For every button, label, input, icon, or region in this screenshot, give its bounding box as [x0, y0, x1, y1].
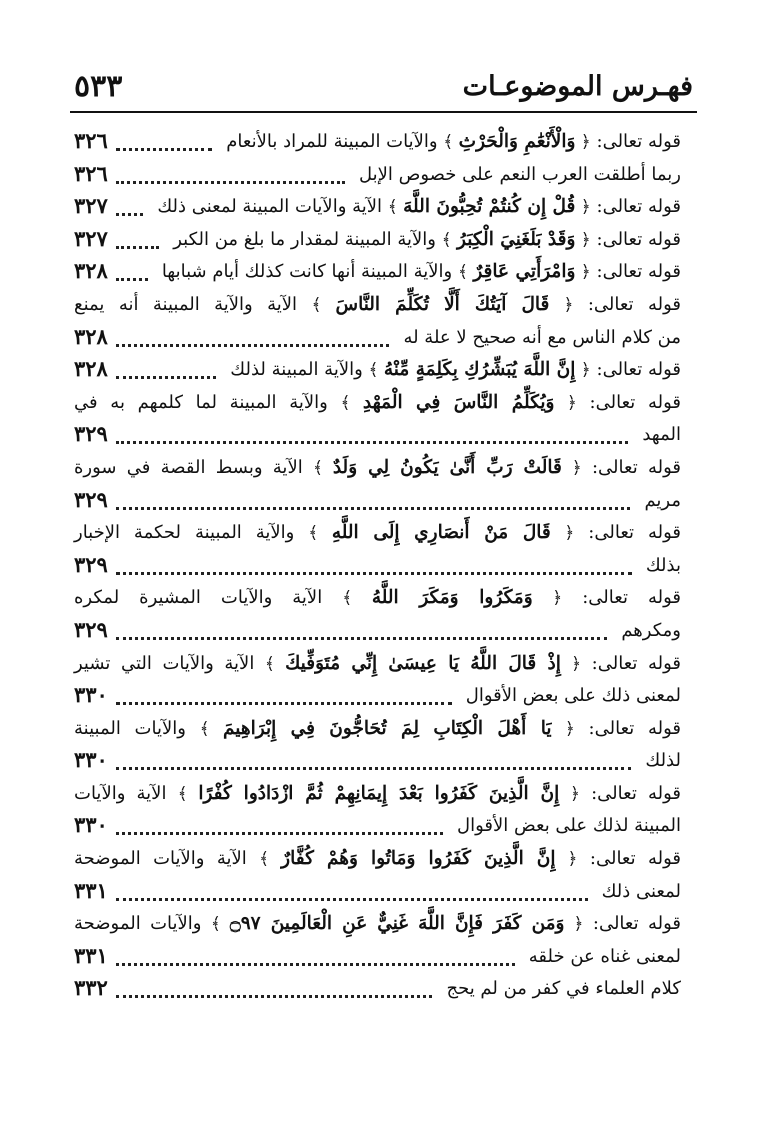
index-entries	[74, 126, 681, 1006]
entry-page-number: ٣٢٨	[74, 258, 108, 284]
index-row	[74, 224, 681, 257]
index-row	[74, 680, 681, 713]
entry-lead: قوله تعالى:	[590, 131, 681, 152]
dot-leader	[116, 336, 389, 347]
dot-leader	[116, 759, 631, 770]
index-row	[74, 485, 681, 518]
entry-lead: قوله تعالى:	[576, 391, 682, 413]
entry-description: والآية المبينة أنها كانت كذلك أيام شبابها	[161, 261, 458, 283]
index-row	[74, 810, 681, 843]
dot-leader	[116, 694, 452, 705]
index-row	[74, 322, 681, 355]
index-row	[74, 452, 681, 485]
quran-bracket-open: ﴿	[560, 653, 582, 674]
index-row	[74, 843, 681, 876]
entry-lead: قوله تعالى:	[590, 196, 681, 218]
index-row	[74, 648, 681, 681]
entry-page-number: ٣٢٦	[74, 160, 108, 186]
quran-bracket-open: ﴿	[550, 523, 575, 544]
entry-lead: قوله تعالى:	[583, 913, 682, 935]
dot-leader	[116, 955, 515, 966]
quran-verse: قَالَتْ رَبِّ أَنَّىٰ يَكُونُ لِي وَلَدٌ	[332, 456, 562, 478]
entry-description: الآية والآيات التي تشير	[74, 652, 265, 674]
quran-bracket-open: ﴿	[532, 588, 563, 609]
index-row	[74, 159, 681, 192]
quran-bracket-open: ﴿	[575, 132, 591, 152]
entry-description: الآية والآيات المبينة لمعنى ذلك	[157, 196, 388, 218]
quran-verse: وَالْأَنْعَٰمِ وَالْحَرْثِ	[458, 131, 576, 152]
dot-leader	[116, 433, 628, 444]
index-row	[74, 941, 681, 974]
entry-description: والآية المبينة لمقدار ما بلغ من الكبر	[173, 228, 442, 250]
index-row	[74, 126, 681, 159]
entry-page-number: ٣٣٠	[74, 682, 108, 708]
entry-description: والآيات الموضحة	[74, 913, 211, 935]
dot-leader	[116, 499, 630, 510]
entry-page-number: ٣٢٧	[74, 193, 108, 219]
entry-page-number: ٣٢٩	[74, 616, 108, 642]
entry-text	[147, 194, 681, 220]
entry-page-number: ٣٢٨	[74, 323, 108, 349]
entry-description: والآية المبينة لما كلمهم به في	[74, 391, 341, 413]
entry-text: لمعنى ذلك	[601, 880, 681, 902]
quran-bracket-close: ﴾	[210, 914, 230, 935]
entry-lead: قوله تعالى:	[574, 717, 681, 739]
entry-text	[74, 781, 681, 807]
quran-bracket-close: ﴾	[340, 392, 363, 413]
index-row	[74, 550, 681, 583]
entry-lead: قوله تعالى:	[590, 261, 681, 283]
entry-text	[74, 520, 681, 546]
entry-page-number: ٣٢٨	[74, 356, 108, 382]
index-row	[74, 419, 681, 452]
entry-text: لمعنى ذلك على بعض الأقوال	[465, 685, 681, 707]
entry-page-number: ٣٣٠	[74, 812, 108, 838]
quran-bracket-open: ﴿	[554, 392, 577, 413]
entry-text	[74, 390, 681, 416]
quran-bracket-open: ﴿	[559, 783, 580, 804]
entry-text: مريم	[644, 489, 681, 511]
entry-description: والآية المبينة لذلك	[230, 359, 369, 381]
entry-description: والآيات المبينة للمراد بالأنعام	[226, 131, 444, 152]
quran-verse: إِنَّ الَّذِينَ كَفَرُوا بَعْدَ إِيمَانِهِمْ ثُمَّ ازْدَادُوا كُفْرًا	[198, 782, 560, 804]
entry-text: من كلام الناس مع أنه صحيح لا علة له	[403, 326, 681, 348]
quran-verse: وَمَكَرُوا وَمَكَرَ اللَّهُ	[371, 587, 533, 609]
index-row	[74, 876, 681, 909]
quran-bracket-close: ﴾	[308, 523, 332, 544]
quran-bracket-open: ﴿	[561, 457, 582, 478]
quran-bracket-open: ﴿	[575, 360, 591, 381]
quran-bracket-close: ﴾	[177, 783, 199, 804]
index-row	[74, 354, 681, 387]
entry-text	[74, 585, 681, 611]
entry-page-number: ٣٢٩	[74, 486, 108, 512]
quran-verse: قُلْ إِن كُنتُمْ تُحِبُّونَ اللَّهَ	[403, 196, 576, 218]
dot-leader	[116, 140, 212, 151]
entry-lead: قوله تعالى:	[590, 228, 681, 250]
entry-description: الآية والآيات الموضحة	[74, 848, 260, 870]
entry-page-number: ٣٣١	[74, 877, 108, 903]
dot-leader	[116, 205, 143, 216]
quran-bracket-close: ﴾	[387, 197, 404, 218]
entry-text: ومكرهم	[621, 619, 681, 641]
quran-bracket-open: ﴿	[564, 914, 584, 935]
quran-bracket-open: ﴿	[549, 294, 574, 315]
quran-bracket-close: ﴾	[368, 360, 384, 381]
entry-text: لذلك	[645, 750, 681, 772]
quran-bracket-close: ﴾	[441, 229, 458, 250]
dot-leader	[116, 238, 159, 249]
index-row	[74, 745, 681, 778]
entry-description: الآية والآية المبينة أنه يمنع	[74, 293, 312, 315]
dot-leader	[116, 173, 345, 184]
entry-text: لمعنى غناه عن خلقه	[528, 945, 681, 967]
page-title: فهـرس الموضوعـات	[462, 71, 693, 102]
quran-bracket-close: ﴾	[312, 457, 333, 478]
entry-description: الآية والآيات المشيرة لمكره	[74, 587, 343, 609]
quran-bracket-close: ﴾	[264, 653, 286, 674]
index-row	[74, 713, 681, 746]
quran-verse: قَالَ آيَتُكَ أَلَّا تُكَلِّمَ النَّاسَ	[335, 293, 550, 315]
entry-text: المبينة لذلك على بعض الأقوال	[456, 815, 681, 837]
index-row	[74, 289, 681, 322]
entry-text	[152, 259, 681, 285]
index-row	[74, 517, 681, 550]
quran-bracket-close: ﴾	[457, 262, 474, 283]
entry-text	[74, 846, 681, 872]
dot-leader	[116, 629, 607, 640]
entry-text	[74, 455, 681, 481]
dot-leader	[116, 824, 443, 835]
entry-page-number: ٣٣١	[74, 942, 108, 968]
index-row	[74, 582, 681, 615]
quran-bracket-open: ﴿	[551, 718, 575, 739]
entry-lead: قوله تعالى:	[562, 587, 681, 609]
page-number: ٥٣٣	[74, 69, 123, 104]
quran-bracket-open: ﴿	[575, 197, 591, 218]
entry-lead: قوله تعالى:	[590, 359, 681, 381]
quran-verse: وَامْرَأَتِي عَاقِرٌ	[473, 261, 576, 283]
quran-verse: يَا أَهْلَ الْكِتَابِ لِمَ تُحَاجُّونَ فِي إِبْرَاهِيمَ	[222, 717, 552, 739]
entry-page-number: ٣٢٦	[74, 128, 108, 153]
entry-text	[74, 911, 681, 937]
quran-bracket-open: ﴿	[575, 229, 591, 250]
index-row	[74, 908, 681, 941]
index-row	[74, 778, 681, 811]
quran-verse: إِنَّ اللَّهَ يُبَشِّرُكِ بِكَلِمَةٍ مِّنْهُ	[383, 359, 576, 381]
entry-text	[74, 292, 681, 318]
entry-description: الآية وبسط القصة في سورة	[74, 456, 313, 478]
entry-text	[163, 227, 681, 253]
dot-leader	[116, 890, 588, 901]
quran-bracket-open: ﴿	[575, 262, 591, 283]
entry-page-number: ٣٣٠	[74, 747, 108, 773]
entry-lead: قوله تعالى:	[581, 456, 681, 478]
dot-leader	[116, 564, 632, 575]
entry-page-number: ٣٢٩	[74, 551, 108, 577]
dot-leader	[116, 270, 148, 281]
quran-verse: وَقَدْ بَلَغَنِيَ الْكِبَرُ	[457, 228, 576, 250]
page-header	[70, 68, 697, 108]
quran-verse: وَمَن كَفَرَ فَإِنَّ اللَّهَ غَنِيٌّ عَنِ الْعَالَمِينَ ۝٩٧	[229, 913, 565, 935]
entry-description: والآية المبينة لحكمة الإخبار	[74, 522, 309, 544]
index-row	[74, 256, 681, 289]
entry-lead: قوله تعالى:	[573, 293, 681, 315]
quran-verse: إِذْ قَالَ اللَّهُ يَا عِيسَىٰ إِنِّي مُتَوَفِّيكَ	[285, 652, 561, 674]
quran-verse: إِنَّ الَّذِينَ كَفَرُوا وَمَاتُوا وَهُمْ كُفَّارٌ	[281, 848, 556, 870]
entry-text: ربما أطلقت العرب النعم على خصوص الإبل	[358, 163, 681, 185]
quran-bracket-close: ﴾	[443, 132, 459, 152]
entry-description: والآيات المبينة	[74, 717, 200, 739]
entry-page-number: ٣٢٧	[74, 225, 108, 251]
entry-text: كلام العلماء في كفر من لم يحج	[446, 978, 681, 1000]
entry-text	[74, 651, 681, 677]
entry-text	[216, 129, 681, 155]
entry-description: الآية والآيات	[74, 782, 178, 804]
index-row	[74, 387, 681, 420]
entry-lead: قوله تعالى:	[574, 522, 681, 544]
quran-bracket-close: ﴾	[259, 849, 282, 870]
entry-lead: قوله تعالى:	[581, 652, 681, 674]
entry-text	[74, 716, 681, 742]
quran-verse: قَالَ مَنْ أَنصَارِي إِلَى اللَّهِ	[331, 522, 551, 544]
entry-text: بذلك	[645, 554, 681, 576]
entry-lead: قوله تعالى:	[577, 848, 682, 870]
entry-text: المهد	[642, 424, 681, 446]
quran-bracket-close: ﴾	[199, 718, 223, 739]
entry-page-number: ٣٣٢	[74, 975, 108, 1001]
index-row	[74, 191, 681, 224]
index-row	[74, 973, 681, 1006]
entry-text	[220, 357, 681, 383]
entry-lead: قوله تعالى:	[579, 782, 681, 804]
quran-bracket-close: ﴾	[342, 588, 372, 609]
dot-leader	[116, 987, 432, 998]
index-row	[74, 615, 681, 648]
quran-verse: وَيُكَلِّمُ النَّاسَ فِي الْمَهْدِ	[362, 391, 555, 413]
quran-bracket-open: ﴿	[555, 849, 578, 870]
entry-page-number: ٣٢٩	[74, 421, 108, 447]
quran-bracket-close: ﴾	[311, 294, 336, 315]
header-rule	[70, 111, 697, 113]
dot-leader	[116, 368, 216, 379]
